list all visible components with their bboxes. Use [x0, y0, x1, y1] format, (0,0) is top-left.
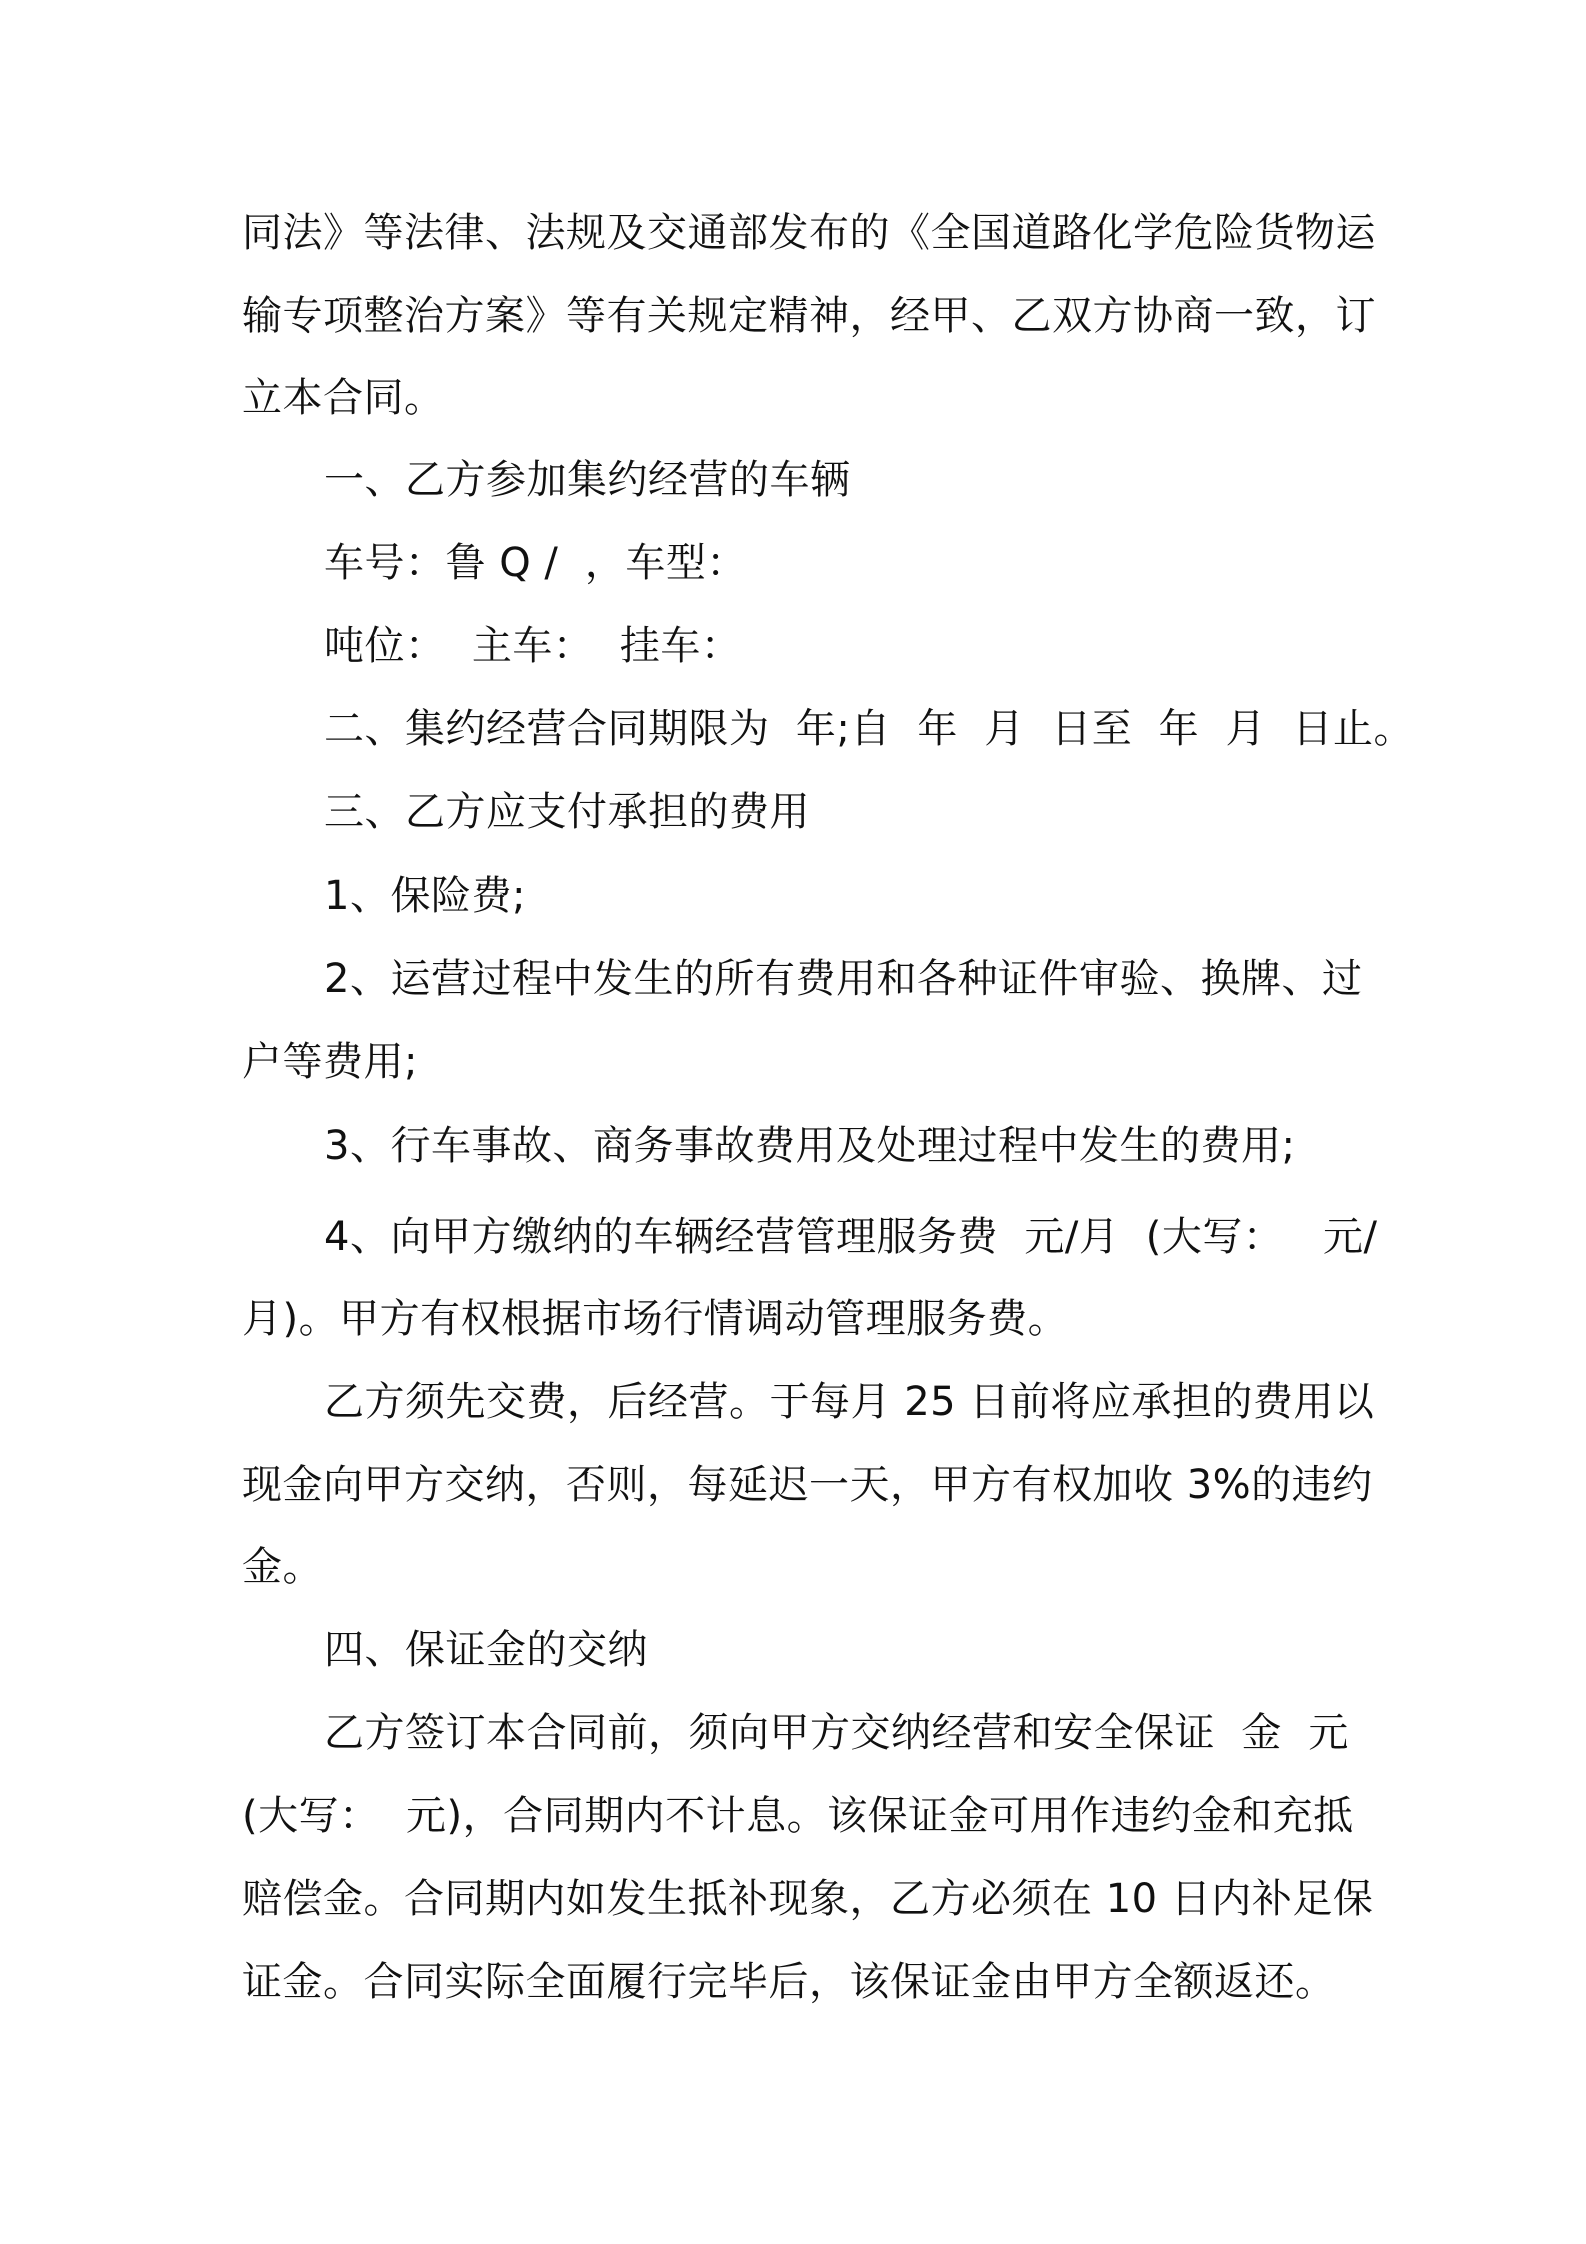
section-heading: 三、乙方应支付承担的费用 — [324, 789, 810, 835]
section-heading: 二、集约经营合同期限为 年;自 年 月 日至 年 月 日止。 — [324, 706, 1414, 752]
paragraph-line: 月)。甲方有权根据市场行情调动管理服务费。 — [242, 1296, 1069, 1342]
paragraph-line: 赔偿金。合同期内如发生抵补现象，乙方必须在 10 日内补足保 — [242, 1876, 1374, 1922]
paragraph-line: 乙方须先交费，后经营。于每月 25 日前将应承担的费用以 — [324, 1379, 1375, 1425]
list-item: 3、行车事故、商务事故费用及处理过程中发生的费用; — [324, 1123, 1296, 1169]
paragraph-line: 证金。合同实际全面履行完毕后，该保证金由甲方全额返还。 — [242, 1959, 1336, 2005]
paragraph-line: 户等费用; — [242, 1039, 418, 1085]
paragraph-line: 吨位： 主车： 挂车： — [324, 623, 742, 669]
paragraph-line: 立本合同。 — [242, 375, 445, 421]
section-heading: 一、乙方参加集约经营的车辆 — [324, 457, 851, 503]
paragraph-line: 输专项整治方案》等有关规定精神，经甲、乙双方协商一致，订 — [242, 293, 1376, 339]
section-heading: 四、保证金的交纳 — [324, 1627, 648, 1673]
paragraph-line: 金。 — [242, 1544, 323, 1590]
paragraph-line: 现金向甲方交纳，否则，每延迟一天，甲方有权加收 3%的违约 — [242, 1462, 1373, 1508]
list-item: 1、保险费; — [324, 873, 526, 919]
paragraph-line: 乙方签订本合同前，须向甲方交纳经营和安全保证 金 元 — [324, 1710, 1349, 1756]
list-item: 2、运营过程中发生的所有费用和各种证件审验、换牌、过 — [324, 956, 1363, 1002]
paragraph-line: 车号：鲁 Q / ，车型： — [324, 540, 747, 586]
paragraph-line: 同法》等法律、法规及交通部发布的《全国道路化学危险货物运 — [242, 210, 1376, 256]
paragraph-line: (大写： 元)，合同期内不计息。该保证金可用作违约金和充抵 — [242, 1793, 1354, 1839]
list-item: 4、向甲方缴纳的车辆经营管理服务费 元/月 (大写： 元/ — [324, 1214, 1378, 1260]
